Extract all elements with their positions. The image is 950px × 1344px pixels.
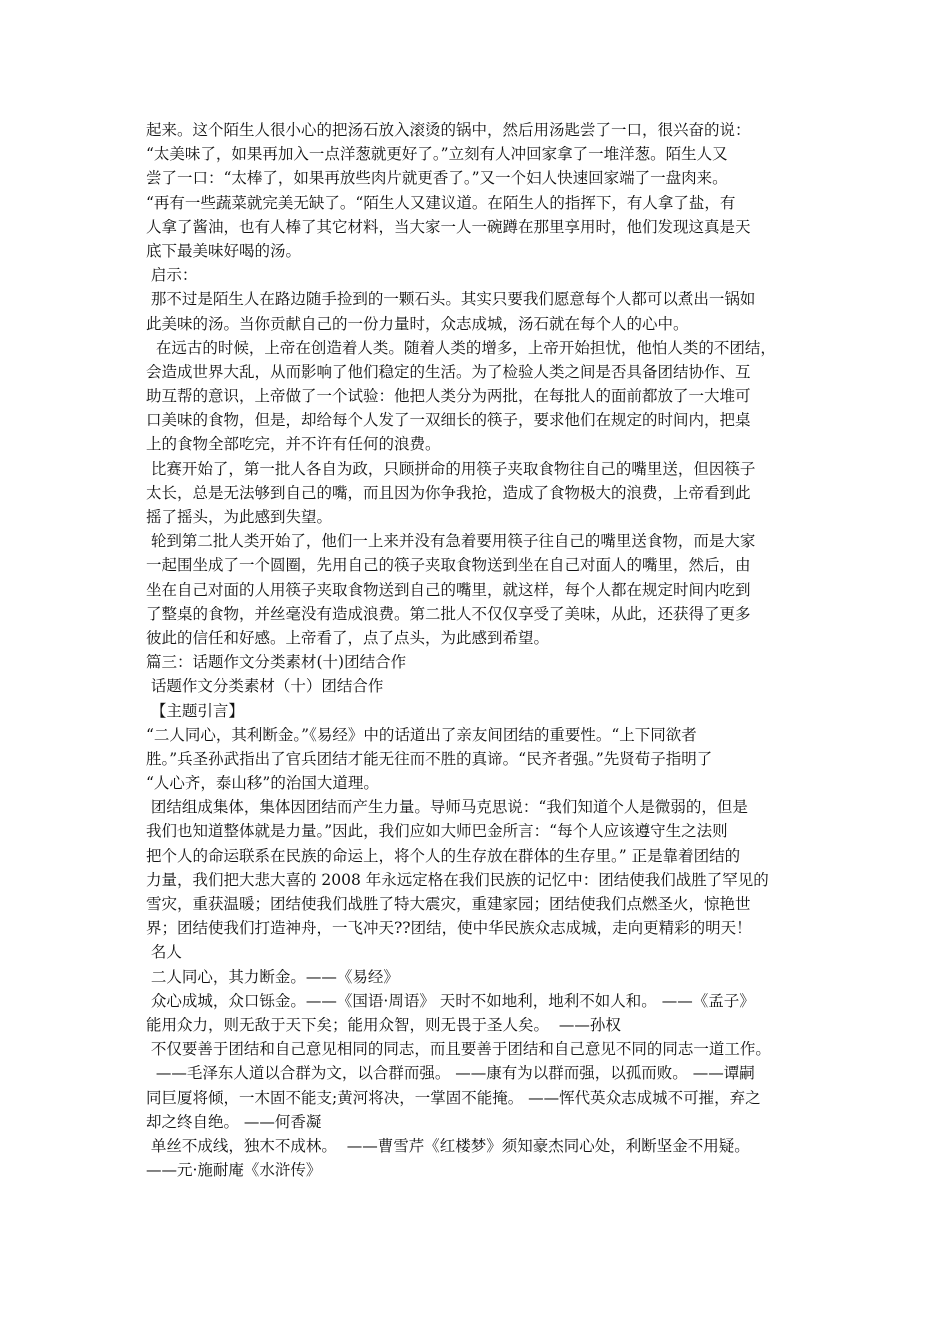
document-page [146, 118, 814, 1182]
text-line: 我们也知道整体就是力量。”因此，我们应如大师巴金所言：“每个人应该遵守生之法则 [146, 822, 728, 841]
text-line: 力量，我们把大悲大喜的 2008 年永远定格在我们民族的记忆中：团结使我们战胜了罕见的 [146, 870, 769, 889]
text-line: 轮到第二批人类开始了，他们一上来并没有急着要用筷子往自己的嘴里送食物，而是大家 [146, 532, 756, 551]
text-line: 上的食物全部吃完，并不许有任何的浪费。 [146, 435, 441, 454]
text-line: “再有一些蔬菜就完美无缺了。“陌生人又建议道。在陌生人的指挥下，有人拿了盐，有 [146, 193, 736, 212]
text-line: 那不过是陌生人在路边随手捡到的一颗石头。其实只要我们愿意每个人都可以煮出一锅如 [146, 290, 756, 309]
text-line: 助互帮的意识，上帝做了一个试验：他把人类分为两批，在每批人的面前都放了一大堆可 [146, 387, 751, 406]
text-line: 把个人的命运联系在民族的命运上，将个人的生存放在群体的生存里。” 正是靠着团结的 [146, 846, 741, 865]
quote-line: 不仅要善于团结和自己意见相同的同志，而且要善于团结和自己意见不同的同志一道工作。 [146, 1040, 771, 1059]
text-line: 会造成世界大乱，从而影响了他们稳定的生活。为了检验人类之间是否具备团结协作、互 [146, 362, 751, 381]
text-line: 一起围坐成了一个圆圈，先用自己的筷子夹取食物送到坐在自己对面人的嘴里，然后，由 [146, 556, 751, 575]
section-heading: 篇三：话题作文分类素材(十)团结合作 [146, 653, 407, 672]
quote-line: 二人同心，其力断金。——《易经》 [146, 967, 399, 986]
text-line: 比赛开始了，第一批人各自为政，只顾拼命的用筷子夹取食物往自己的嘴里送，但因筷子 [146, 459, 756, 478]
text-line: 胜。”兵圣孙武指出了官兵团结才能无往而不胜的真谛。“民齐者强。”先贤荀子指明了 [146, 749, 713, 768]
text-line: 人拿了酱油，也有人棒了其它材料，当大家一人一碗蹲在那里享用时，他们发现这真是天 [146, 217, 751, 236]
text-line: “人心齐，泰山移”的治国大道理。 [146, 774, 379, 793]
text-line: 界；团结使我们打造神舟，一飞冲天??团结，使中华民族众志成城，走向更精彩的明天！ [146, 919, 752, 938]
text-line: 了整桌的食物，并丝毫没有造成浪费。第二批人不仅仅享受了美味，从此，还获得了更多 [146, 604, 751, 623]
quote-line: 众心成城，众口铄金。——《国语·周语》 天时不如地利，地利不如人和。 ——《孟子》 [146, 991, 755, 1010]
section-label: 名人 [146, 943, 182, 962]
text-line: “太美味了，如果再加入一点洋葱就更好了。”立刻有人冲回家拿了一堆洋葱。陌生人又 [146, 145, 728, 164]
text-line: 尝了一口：“太棒了，如果再放些肉片就更香了。”又一个妇人快速回家端了一盘肉来。 [146, 169, 728, 188]
quote-line: 单丝不成线，独木不成林。 ——曹雪芹《红楼梦》须知豪杰同心处，利断坚金不用疑。 [146, 1136, 750, 1155]
section-subheading: 话题作文分类素材（十）团结合作 [146, 677, 384, 696]
quote-line: 能用众力，则无敌于天下矣；能用众智，则无畏于圣人矣。 ——孙权 [146, 1015, 621, 1034]
text-line: 坐在自己对面的人用筷子夹取食物送到自己的嘴里，就这样，每个人都在规定时间内吃到 [146, 580, 751, 599]
text-line: 团结组成集体，集体因团结而产生力量。导师马克思说：“我们知道个人是微弱的，但是 [146, 798, 748, 817]
text-line: 起来。这个陌生人很小心的把汤石放入滚烫的锅中，然后用汤匙尝了一口，很兴奋的说： [146, 121, 751, 139]
quote-line: 同巨厦将倾，一木固不能支;黄河将决，一掌固不能掩。 ——恽代英众志成城不可摧，弃之 [146, 1088, 761, 1107]
text-line: “二人同心，其利断金。”《易经》中的话道出了亲友间团结的重要性。“上下同欲者 [146, 725, 697, 744]
quote-line: ——毛泽东人道以合群为文，以合群而强。 ——康有为以群而强，以孤而败。 ——谭嗣 [146, 1064, 755, 1083]
text-line: 雪灾，重获温暖；团结使我们战胜了特大震灾，重建家园；团结使我们点燃圣火，惊艳世 [146, 895, 751, 913]
section-label: 启示： [146, 266, 198, 285]
text-line: 在远古的时候，上帝在创造着人类。随着人类的增多，上帝开始担忧，他怕人类的不团结， [146, 338, 776, 357]
text-line: 彼此的信任和好感。上帝看了，点了点头，为此感到希望。 [146, 628, 550, 647]
text-line: 此美味的汤。当你贡献自己的一份力量时，众志成城，汤石就在每个人的心中。 [146, 314, 689, 333]
quote-line: ——元·施耐庵《水浒传》 [146, 1161, 322, 1180]
text-line: 底下最美味好喝的汤。 [146, 241, 302, 260]
text-line: 摇了摇头，为此感到失望。 [146, 508, 333, 526]
text-line: 口美味的食物，但是，却给每个人发了一双细长的筷子，要求他们在规定的时间内，把桌 [146, 411, 751, 430]
quote-line: 却之终自绝。 ——何香凝 [146, 1112, 322, 1131]
section-label: 【主题引言】 [146, 701, 244, 720]
text-line: 太长，总是无法够到自己的嘴，而且因为你争我抢，造成了食物极大的浪费，上帝看到此 [146, 483, 751, 502]
